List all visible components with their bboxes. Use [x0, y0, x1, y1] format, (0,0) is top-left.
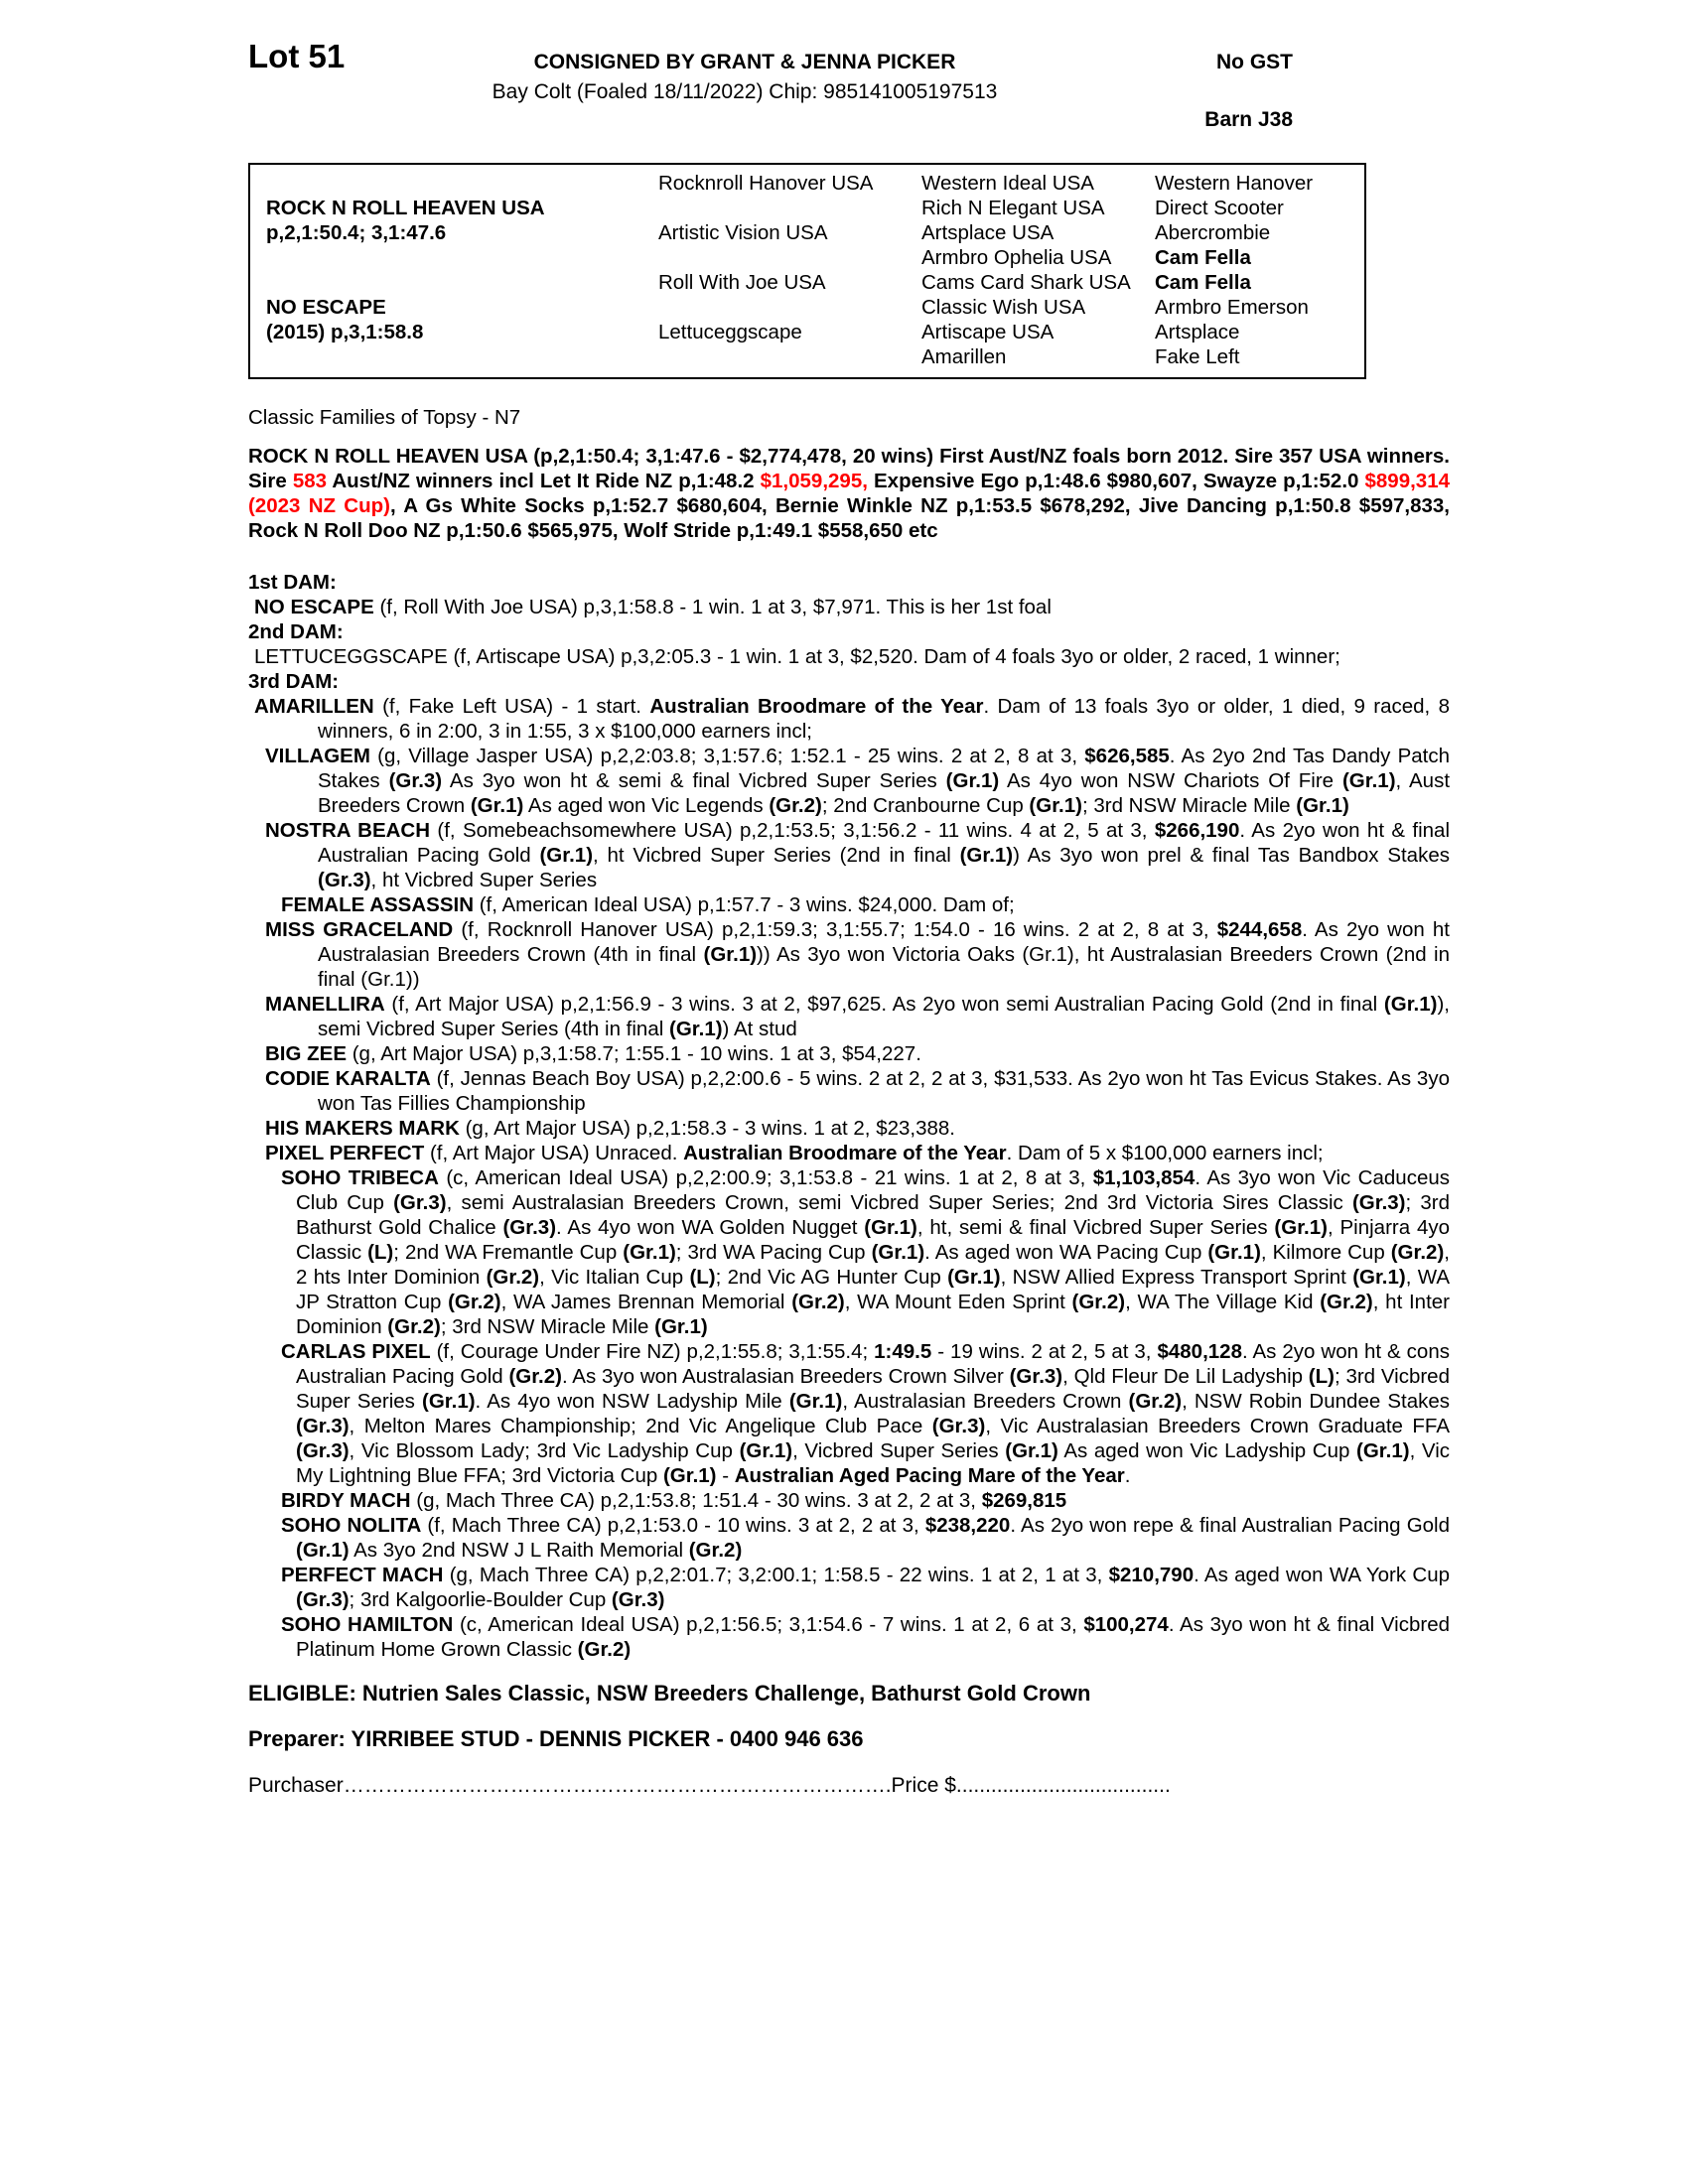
bold-text: (Gr.2)	[1071, 1291, 1126, 1313]
pedigree-cell: Cams Card Shark USA	[921, 271, 1131, 294]
bold-text: CODIE KARALTA	[265, 1067, 431, 1090]
entry-amarillen	[248, 694, 1450, 744]
bold-text: (Gr.2)	[791, 1291, 845, 1313]
bold-text: (Gr.2)	[688, 1539, 743, 1562]
bold-text: Expensive Ego p,1:48.6 $980,607, Swayze p,1:52.0	[867, 470, 1365, 492]
text-segment: (g, Mach Three CA) p,2,2:01.7; 3,2:00.1; 1:58.5 - 22 wins. 1 at 2, 1 at 3,	[443, 1564, 1109, 1586]
preparer-line: Preparer: YIRRIBEE STUD - DENNIS PICKER - 0400 946 636	[248, 1726, 864, 1751]
bold-text: VILLAGEM	[265, 745, 370, 767]
text-segment: , Vic Blossom Lady; 3rd Vic Ladyship Cup	[349, 1439, 740, 1462]
bold-text: MANELLIRA	[265, 993, 385, 1016]
text-segment: ; 2nd Vic AG Hunter Cup	[715, 1266, 948, 1289]
pedigree-cell: Fake Left	[1155, 345, 1240, 368]
text-segment: (f, Rocknroll Hanover USA) p,2,1:59.3; 3,1:55.7; 1:54.0 - 16 wins. 2 at 2, 8 at 3,	[453, 918, 1217, 941]
pedigree-cell: Abercrombie	[1155, 221, 1271, 244]
entry-his-makers-mark	[248, 1116, 1450, 1141]
bold-text: MISS GRACELAND	[265, 918, 454, 941]
pedigree-cell: Western Hanover	[1155, 172, 1314, 195]
text-segment: -	[716, 1464, 735, 1487]
bold-text: (Gr.3)	[388, 769, 443, 792]
bold-text: SOHO NOLITA	[281, 1514, 422, 1537]
pedigree-cell: Armbro Ophelia USA	[921, 246, 1112, 269]
bold-text: (L)	[689, 1266, 716, 1289]
bold-text: Australian Aged Pacing Mare of the Year	[734, 1464, 1125, 1487]
bold-text: (L)	[1308, 1365, 1335, 1388]
bold-text: PERFECT MACH	[281, 1564, 444, 1586]
pedigree-cell	[658, 196, 921, 220]
text-segment: . Dam of 13 foals 3yo or older, 1 died, 9 raced, 8 winners, 6 in 2:00, 3 in 1:55, 3 x $100,000 earners incl;	[318, 695, 1451, 743]
dam-heading: 1st DAM:	[248, 571, 337, 594]
text-segment: ; 2nd WA Fremantle Cup	[393, 1241, 624, 1264]
entry-no-escape	[248, 595, 1450, 619]
bold-text: (Gr.2)	[486, 1266, 540, 1289]
text-segment: . As 2yo won ht & cons Australian Pacing Gold	[296, 1340, 1450, 1388]
bold-text: $480,128	[1157, 1340, 1242, 1363]
bold-text: (Gr.3)	[296, 1588, 350, 1611]
text-segment: . As 2yo won repe & final Australian Pacing Gold	[1010, 1514, 1451, 1537]
text-segment: ; 3rd Bathurst Gold Chalice	[296, 1191, 1450, 1239]
bold-text: Australian Broodmare of the Year	[683, 1142, 1007, 1164]
bold-text: (Gr.3)	[318, 869, 371, 891]
bold-text: (Gr.2)	[769, 794, 822, 817]
pedigree-cell: Cam Fella	[1155, 271, 1251, 294]
bold-text: (Gr.1)	[422, 1390, 476, 1413]
text-segment: . As 2yo 2nd Tas Dandy Patch Stakes	[318, 745, 1450, 792]
entry-manellira	[248, 992, 1450, 1041]
pedigree-cell: Artsplace	[1155, 321, 1240, 343]
pedigree-cell	[658, 295, 921, 320]
text-segment: , ht Vicbred Super Series	[370, 869, 598, 891]
entry-villagem	[248, 744, 1450, 818]
text-segment: As aged won Vic Ladyship Cup	[1057, 1439, 1357, 1462]
pedigree-cell: Direct Scooter	[1155, 197, 1284, 219]
bold-text: NO ESCAPE	[254, 596, 374, 618]
text-segment: .	[1124, 1464, 1131, 1487]
pedigree-cell	[266, 270, 658, 295]
text-segment: ; 3rd WA Pacing Cup	[675, 1241, 872, 1264]
text-segment: As aged won Vic Legends	[523, 794, 770, 817]
pedigree-cell: ROCK N ROLL HEAVEN USA	[266, 197, 545, 219]
text-segment: , Vicbred Super Series	[792, 1439, 1006, 1462]
bold-text: FEMALE ASSASSIN	[281, 893, 475, 916]
bold-text: HIS MAKERS MARK	[265, 1117, 460, 1140]
text-segment: (f, Art Major USA) Unraced.	[424, 1142, 684, 1164]
text-segment: , Pinjarra 4yo Classic	[296, 1216, 1451, 1264]
bold-text: BIG ZEE	[265, 1042, 348, 1065]
lot-header	[248, 38, 1450, 163]
bold-text: (Gr.1)	[788, 1390, 843, 1413]
pedigree-table	[248, 163, 1366, 379]
bold-text: NOSTRA BEACH	[265, 819, 431, 842]
bold-text: $626,585	[1084, 745, 1170, 767]
text-segment: As 4yo won NSW Chariots Of Fire	[999, 769, 1342, 792]
bold-text: (Gr.3)	[611, 1588, 665, 1611]
pedigree-cell: Classic Wish USA	[921, 296, 1086, 319]
eligible-line: ELIGIBLE: Nutrien Sales Classic, NSW Breeders Challenge, Bathurst Gold Crown	[248, 1681, 1091, 1706]
entry-birdy-mach	[248, 1488, 1450, 1513]
purchaser-line: Purchaser…………………………………………………………………….Price $.....................................	[248, 1774, 1171, 1797]
pedigree-cell: Amarillen	[921, 345, 1007, 368]
text-segment: . As 3yo won Vic Caduceus Club Cup	[296, 1166, 1450, 1214]
barn-number: Barn J38	[1204, 108, 1293, 131]
text-segment: ) At stud	[722, 1018, 797, 1040]
text-segment: . As aged won WA York Cup	[1194, 1564, 1451, 1586]
pedigree-cell	[266, 245, 658, 270]
bold-text: BIRDY MACH	[281, 1489, 411, 1512]
bold-text: (Gr.1)	[871, 1241, 925, 1264]
dam-heading: 3rd DAM:	[248, 670, 340, 693]
bold-text: (Gr.1)	[669, 1018, 723, 1040]
bold-text: (Gr.1)	[1005, 1439, 1058, 1462]
text-segment: , Aust Breeders Crown	[318, 769, 1451, 817]
bold-text: (Gr.1)	[739, 1439, 793, 1462]
bold-text: (Gr.2)	[577, 1638, 632, 1661]
text-segment: (f, Jennas Beach Boy USA) p,2,2:00.6 - 5 wins. 2 at 2, 2 at 3, $31,533. As 2yo won ht Tas Evicus Stakes. As 3yo won Tas Fillies Championship	[318, 1067, 1450, 1115]
text-segment: (f, Mach Three CA) p,2,1:53.0 - 10 wins. 3 at 2, 2 at 3,	[421, 1514, 925, 1537]
text-segment: , Melton Mares Championship; 2nd Vic Angelique Club Pace	[349, 1415, 932, 1437]
text-segment: . As 3yo won Australasian Breeders Crown Silver	[561, 1365, 1010, 1388]
text-segment: , Qld Fleur De Lil Ladyship	[1062, 1365, 1309, 1388]
bold-text: $266,190	[1154, 819, 1240, 842]
entry-miss-graceland	[248, 917, 1450, 992]
text-segment: (f, Art Major USA) p,2,1:56.9 - 3 wins. 3 at 2, $97,625. As 2yo won semi Australian Pacing Gold (2nd in final	[384, 993, 1384, 1016]
text-segment: (g, Art Major USA) p,2,1:58.3 - 3 wins. 1 at 2, $23,388.	[459, 1117, 955, 1140]
bold-text: CARLAS PIXEL	[281, 1340, 431, 1363]
text-segment: , WA James Brennan Memorial	[500, 1291, 792, 1313]
bold-text: Australian Broodmare of the Year	[649, 695, 984, 718]
horse-description: Bay Colt (Foaled 18/11/2022) Chip: 985141005197513	[492, 80, 998, 103]
bold-text: (Gr.3)	[1351, 1191, 1406, 1214]
bold-text: (Gr.1)	[1341, 769, 1396, 792]
pedigree-cell: Roll With Joe USA	[658, 271, 826, 294]
bold-text: AMARILLEN	[254, 695, 374, 718]
text-segment: ; 3rd Vicbred Super Series	[296, 1365, 1450, 1413]
highlighted-text: $1,059,295,	[760, 470, 868, 492]
family-line: Classic Families of Topsy - N7	[248, 406, 521, 429]
bold-text: , A Gs White Socks p,1:52.7 $680,604, Bernie Winkle NZ p,1:53.5 $678,292, Jive Dancing p,1:50.8 $597,833, Rock N Roll Doo NZ p,1:50.6 $565,975, Wolf Stride p,1:49.1 $558,650 etc	[248, 494, 1450, 542]
bold-text: (Gr.1)	[1383, 993, 1438, 1016]
bold-text: Aust/NZ winners incl Let It Ride NZ p,1:48.2	[327, 470, 761, 492]
text-segment: . As 4yo won NSW Ladyship Mile	[475, 1390, 789, 1413]
text-segment: , 2 hts Inter Dominion	[296, 1241, 1450, 1289]
sire-paragraph	[248, 444, 1450, 543]
pedigree-cell	[658, 245, 921, 270]
text-segment: , ht Inter Dominion	[296, 1291, 1450, 1338]
text-segment: , NSW Robin Dundee Stakes	[1182, 1390, 1451, 1413]
highlighted-text: $899,314 (2023 NZ Cup)	[248, 470, 1451, 517]
text-segment: ; 2nd Cranbourne Cup	[821, 794, 1030, 817]
dam-heading: 2nd DAM:	[248, 620, 344, 643]
entry-codie-karalta	[248, 1066, 1450, 1116]
entry-big-zee	[248, 1041, 1450, 1066]
text-segment: (f, American Ideal USA) p,1:57.7 - 3 wins. $24,000. Dam of;	[474, 893, 1015, 916]
bold-text: $100,274	[1083, 1613, 1169, 1636]
text-segment: (f, Roll With Joe USA) p,3,1:58.8 - 1 win. 1 at 3, $7,971. This is her 1st foal	[373, 596, 1052, 618]
text-segment: , Vic Italian Cup	[539, 1266, 690, 1289]
entry-lettuceggscape	[248, 644, 1450, 669]
text-segment: (g, Mach Three CA) p,2,1:53.8; 1:51.4 - 30 wins. 3 at 2, 2 at 3,	[410, 1489, 982, 1512]
bold-text: (Gr.1)	[1352, 1266, 1406, 1289]
text-segment: )) As 3yo won Victoria Oaks (Gr.1), ht Australasian Breeders Crown (2nd in final (Gr.1))	[318, 943, 1450, 991]
text-segment: , NSW Allied Express Transport Sprint	[1000, 1266, 1353, 1289]
bold-text: (Gr.3)	[502, 1216, 557, 1239]
text-segment: ; 3rd NSW Miracle Mile	[1081, 794, 1297, 817]
text-segment: ; 3rd Kalgoorlie-Boulder Cup	[349, 1588, 612, 1611]
lot-number: Lot 51	[248, 38, 346, 74]
bold-text: $238,220	[924, 1514, 1011, 1537]
pedigree-cell: NO ESCAPE	[266, 296, 386, 319]
consignor-line: CONSIGNED BY GRANT & JENNA PICKER	[533, 51, 956, 73]
pedigree-cell: Armbro Emerson	[1155, 296, 1309, 319]
text-segment: (c, American Ideal USA) p,2,1:56.5; 3,1:54.6 - 7 wins. 1 at 2, 6 at 3,	[453, 1613, 1084, 1636]
text-segment: , ht Vicbred Super Series (2nd in final	[593, 844, 960, 867]
text-segment: , ht, semi & final Vicbred Super Series	[916, 1216, 1275, 1239]
bold-text: (Gr.2)	[448, 1291, 501, 1313]
text-segment: (f, Somebeachsomewhere USA) p,2,1:53.5; 3,1:56.2 - 11 wins. 4 at 2, 5 at 3,	[430, 819, 1155, 842]
entry-pixel-perfect	[248, 1141, 1450, 1165]
text-segment: . Dam of 5 x $100,000 earners incl;	[1006, 1142, 1324, 1164]
bold-text: (Gr.2)	[1128, 1390, 1183, 1413]
text-segment: ; 3rd NSW Miracle Mile	[440, 1315, 655, 1338]
pedigree-cell: p,2,1:50.4; 3,1:47.6	[266, 221, 447, 244]
text-segment: , Australasian Breeders Crown	[842, 1390, 1129, 1413]
pedigree-cell: Artsplace USA	[921, 221, 1055, 244]
bold-text: (Gr.1)	[959, 844, 1014, 867]
pedigree-cell: Western Ideal USA	[921, 172, 1094, 195]
entry-perfect-mach	[248, 1563, 1450, 1612]
bold-text: (Gr.1)	[1274, 1216, 1328, 1239]
text-segment: ), semi Vicbred Super Series (4th in final	[318, 993, 1450, 1040]
bold-text: (Gr.1)	[864, 1216, 917, 1239]
pedigree-cell: Artistic Vision USA	[658, 221, 828, 244]
entry-female-assassin	[248, 892, 1450, 917]
text-segment: LETTUCEGGSCAPE (f, Artiscape USA) p,3,2:05.3 - 1 win. 1 at 3, $2,520. Dam of 4 foals 3yo or older, 2 raced, 1 winner;	[254, 645, 1340, 668]
bold-text: $1,103,854	[1092, 1166, 1196, 1189]
pedigree-cell	[266, 344, 658, 369]
pedigree-cell: Rich N Elegant USA	[921, 197, 1105, 219]
entry-soho-tribeca	[248, 1165, 1450, 1339]
bold-text: (Gr.1)	[1296, 794, 1349, 817]
bold-text: (Gr.3)	[296, 1415, 350, 1437]
bold-text: (Gr.1)	[1207, 1241, 1261, 1264]
text-segment: . As 2yo won ht & final Australian Pacing Gold	[318, 819, 1451, 867]
pedigree-cell: Artiscape USA	[921, 321, 1055, 343]
text-segment: As 3yo won ht & semi & final Vicbred Super Series	[442, 769, 946, 792]
bold-text: 1:49.5	[874, 1340, 932, 1363]
text-segment: (c, American Ideal USA) p,2,2:00.9; 3,1:53.8 - 21 wins. 1 at 2, 8 at 3,	[438, 1166, 1093, 1189]
pedigree-cell: Rocknroll Hanover USA	[658, 172, 874, 195]
text-segment: , WA Mount Eden Sprint	[844, 1291, 1072, 1313]
text-segment: . As 4yo won WA Golden Nugget	[556, 1216, 865, 1239]
entry-nostra-beach	[248, 818, 1450, 892]
text-segment: (f, Fake Left USA) - 1 start.	[373, 695, 650, 718]
pedigree-cell: Lettuceggscape	[658, 321, 802, 343]
bold-text: PIXEL PERFECT	[265, 1142, 425, 1164]
highlighted-text: 583	[292, 470, 328, 492]
text-segment: , Vic Australasian Breeders Crown Graduate FFA	[985, 1415, 1450, 1437]
text-segment: . As 2yo won ht Australasian Breeders Crown (4th in final	[318, 918, 1450, 966]
bold-text: (Gr.1)	[654, 1315, 708, 1338]
bold-text: $210,790	[1108, 1564, 1195, 1586]
bold-text: SOHO TRIBECA	[281, 1166, 439, 1189]
bold-text: (Gr.2)	[1320, 1291, 1373, 1313]
text-segment: (f, Courage Under Fire NZ) p,2,1:55.8; 3,1:55.4;	[430, 1340, 875, 1363]
text-segment: , semi Australasian Breeders Crown, semi Vicbred Super Series; 2nd 3rd Victoria Sires Classic	[446, 1191, 1352, 1214]
entry-soho-hamilton	[248, 1612, 1450, 1662]
bold-text: (Gr.1)	[1029, 794, 1082, 817]
bold-text: (Gr.2)	[1390, 1241, 1445, 1264]
bold-text: (Gr.2)	[508, 1365, 562, 1388]
bold-text: (Gr.1)	[945, 769, 1000, 792]
bold-text: (Gr.1)	[623, 1241, 676, 1264]
pedigree-grid	[266, 171, 1364, 369]
pedigree-cell	[266, 171, 658, 196]
pedigree-cell: (2015) p,3,1:58.8	[266, 321, 424, 343]
bold-text: (Gr.3)	[393, 1191, 447, 1214]
pedigree-cell	[658, 344, 921, 369]
bold-text: (Gr.1)	[470, 794, 524, 817]
text-segment: ) As 3yo won prel & final Tas Bandbox Stakes	[1013, 844, 1450, 867]
bold-text: $244,658	[1216, 918, 1303, 941]
text-segment: , WA JP Stratton Cup	[296, 1266, 1450, 1313]
bold-text: (Gr.1)	[296, 1539, 350, 1562]
bold-text: (Gr.1)	[703, 943, 758, 966]
bold-text: (Gr.1)	[662, 1464, 717, 1487]
text-segment: , Vic My Lightning Blue FFA; 3rd Victoria Cup	[296, 1439, 1450, 1487]
bold-text: (Gr.3)	[1009, 1365, 1063, 1388]
pedigree-text	[248, 570, 1450, 1662]
bold-text: $269,815	[981, 1489, 1067, 1512]
bold-text: (L)	[367, 1241, 394, 1264]
bold-text: (Gr.3)	[296, 1439, 350, 1462]
text-segment: . As aged won WA Pacing Cup	[924, 1241, 1208, 1264]
text-segment: As 3yo 2nd NSW J L Raith Memorial	[349, 1539, 689, 1562]
text-segment: , Kilmore Cup	[1260, 1241, 1391, 1264]
bold-text: (Gr.1)	[539, 844, 594, 867]
bold-text: (Gr.3)	[931, 1415, 986, 1437]
entry-carlas-pixel	[248, 1339, 1450, 1488]
text-segment: . As 3yo won ht & final Vicbred Platinum Home Grown Classic	[296, 1613, 1450, 1661]
bold-text: (Gr.1)	[1356, 1439, 1410, 1462]
gst-note: No GST	[1216, 51, 1293, 73]
bold-text: (Gr.1)	[947, 1266, 1001, 1289]
bold-text: ROCK N ROLL HEAVEN USA (p,2,1:50.4; 3,1:47.6 - $2,774,478, 20 wins) First Aust/NZ foals born 2012. Sire 357 USA winners. Sire	[248, 445, 1450, 492]
text-segment: (g, Art Major USA) p,3,1:58.7; 1:55.1 - 10 wins. 1 at 3, $54,227.	[347, 1042, 921, 1065]
entry-soho-nolita	[248, 1513, 1450, 1563]
pedigree-cell: Cam Fella	[1155, 246, 1251, 269]
text-segment: (g, Village Jasper USA) p,2,2:03.8; 3,1:57.6; 1:52.1 - 25 wins. 2 at 2, 8 at 3,	[369, 745, 1085, 767]
bold-text: SOHO HAMILTON	[281, 1613, 454, 1636]
bold-text: (Gr.2)	[387, 1315, 441, 1338]
text-segment: - 19 wins. 2 at 2, 5 at 3,	[931, 1340, 1158, 1363]
text-segment: , WA The Village Kid	[1125, 1291, 1321, 1313]
